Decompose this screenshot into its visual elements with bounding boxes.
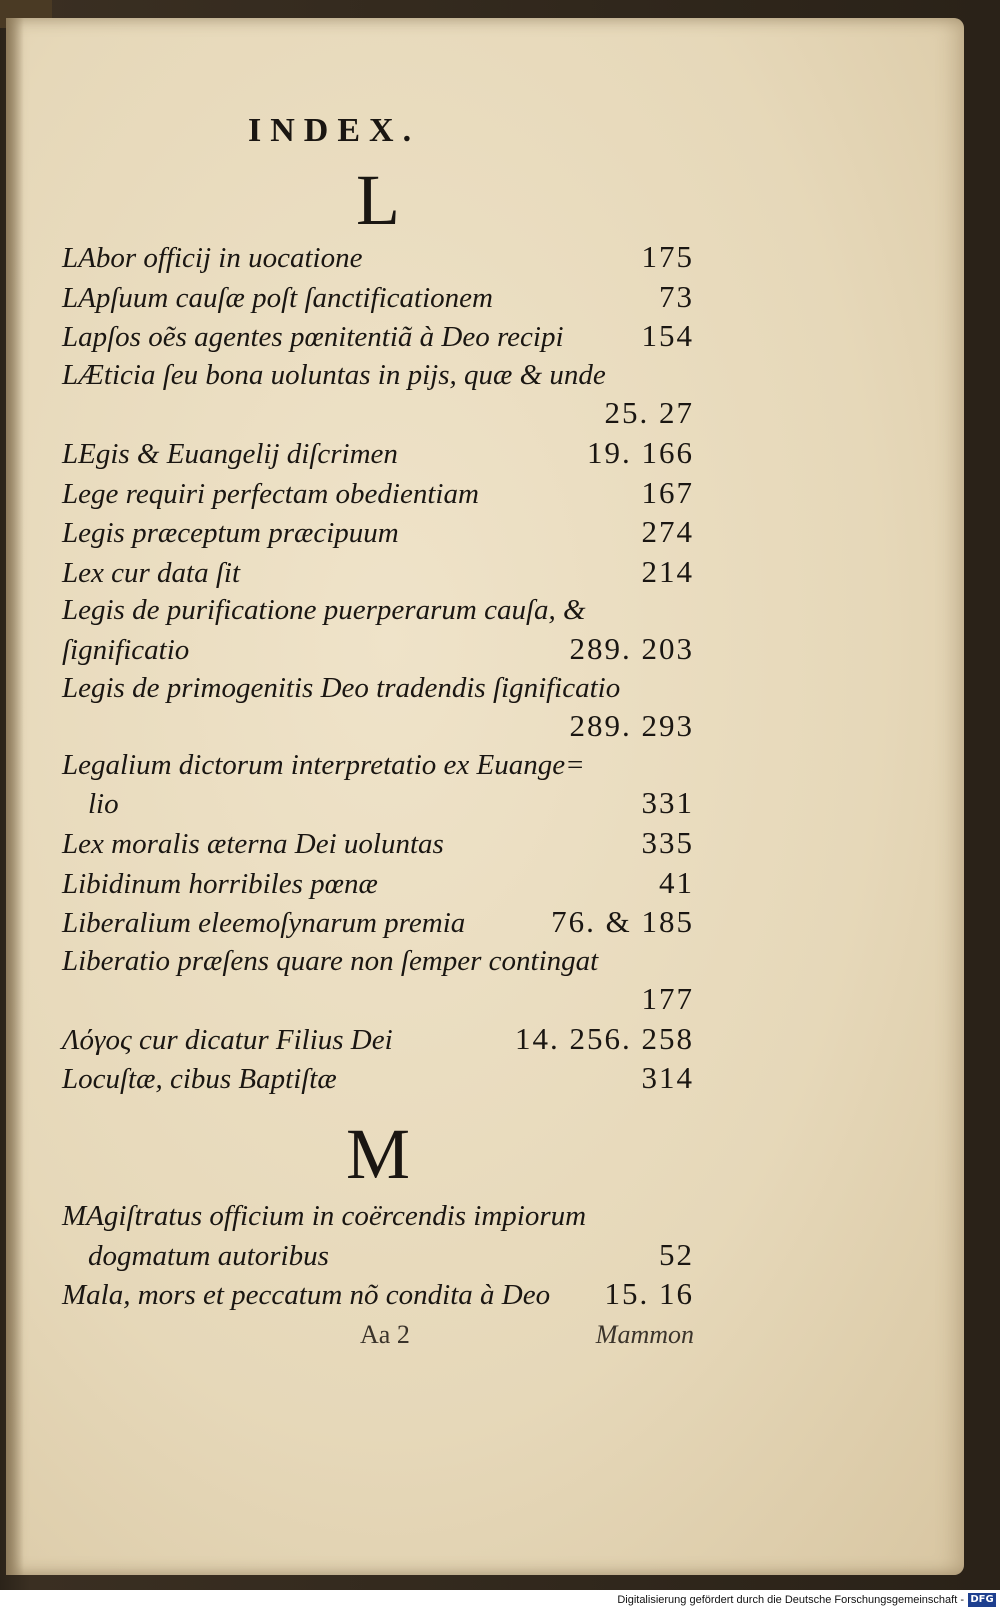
index-entry [62,670,694,747]
entry-text: Legis de purificatione puerperarum cauſa, & [62,594,586,627]
entry-text-continued: dogmatum autoribus [88,1239,329,1272]
index-entry [62,1020,694,1060]
entry-pages: 15. 16 [604,1276,694,1312]
index-entry [62,1059,694,1099]
entry-pages: 14. 256. 258 [515,1020,694,1056]
entry-text: Legis de primogenitis Deo tradendis ſignificatio [62,671,621,704]
entry-pages: 289. 293 [569,708,694,744]
entry-pages: 167 [641,474,694,510]
index-entry [62,903,694,943]
section-letter-m: M [345,1114,411,1194]
page-footer [360,1320,694,1350]
signature-mark: Aa 2 [360,1320,410,1349]
entry-pages: 177 [641,981,694,1017]
entry-text: MAgiſtratus officium in coërcendis impiorum [62,1200,587,1232]
entry-pages: 41 [659,864,694,900]
entry-text: LEgis & Euangelij diſcrimen [62,437,398,470]
entry-pages: 214 [641,553,694,589]
entry-pages: 25. 27 [604,395,694,431]
entry-text: Legalium dictorum interpretatio ex Euange= [62,748,585,781]
index-entry [62,864,694,904]
entry-text: Locuſtæ, cibus Baptiſtæ [62,1063,337,1096]
index-entry [62,1275,694,1315]
index-list-l [62,238,694,1099]
index-entry [62,434,694,474]
index-entry [62,747,694,824]
entry-text: LApſuum cauſæ poſt ſanctificationem [62,281,493,314]
entry-pages: 19. 166 [587,434,694,470]
index-entry [62,317,694,357]
entry-text: Libidinum horribiles pœnæ [62,867,378,900]
entry-text: LAbor officij in uocatione [62,242,363,274]
index-entry [62,592,694,669]
entry-pages: 154 [641,318,694,354]
entry-text: Lex moralis æterna Dei uoluntas [62,827,444,860]
index-entry [62,1198,694,1275]
index-entry [62,278,694,318]
entry-text: Lex cur data ſit [62,556,241,589]
entry-text: Mala, mors et peccatum nõ condita à Deo [62,1279,551,1312]
entry-pages: 76. & 185 [551,904,694,940]
digitization-credit: Digitalisierung gefördert durch die Deutsche Forschungsgemeinschaft - [617,1594,964,1606]
entry-pages: 289. 203 [569,630,694,666]
index-entry [62,513,694,553]
dfg-logo-icon: DFG [968,1593,996,1607]
entry-pages: 52 [659,1236,694,1272]
entry-text-continued: ſignificatio [62,633,190,666]
section-letter-l: L [356,160,400,240]
entry-text: Legis præceptum præcipuum [62,517,399,550]
entry-pages: 331 [641,785,694,821]
entry-text: Λόγος cur dicatur Filius Dei [62,1023,393,1056]
entry-pages: 274 [641,514,694,550]
entry-text-continued: lio [88,788,119,821]
entry-text: Lege requiri perfectam obedientiam [62,477,479,510]
index-entry [62,943,694,1020]
index-entry [62,357,694,434]
page-header: INDEX. [248,112,421,149]
entry-pages: 314 [641,1060,694,1096]
index-list-m [62,1198,694,1315]
entry-text: LÆticia ſeu bona uoluntas in pijs, quæ & unde [62,358,606,391]
entry-text: Lapſos oẽs agentes pœnitentiã à Deo recipi [62,321,564,354]
entry-pages: 335 [641,824,694,860]
index-entry [62,238,694,278]
index-entry [62,553,694,593]
catchword: Mammon [595,1320,694,1349]
page-gutter-shadow [6,18,24,1575]
index-entry [62,824,694,864]
entry-pages: 73 [659,278,694,314]
entry-pages: 175 [641,239,694,274]
entry-text: Liberalium eleemoſynarum premia [62,907,466,940]
index-entry [62,474,694,514]
entry-text: Liberatio præſens quare non ſemper contingat [62,944,599,977]
